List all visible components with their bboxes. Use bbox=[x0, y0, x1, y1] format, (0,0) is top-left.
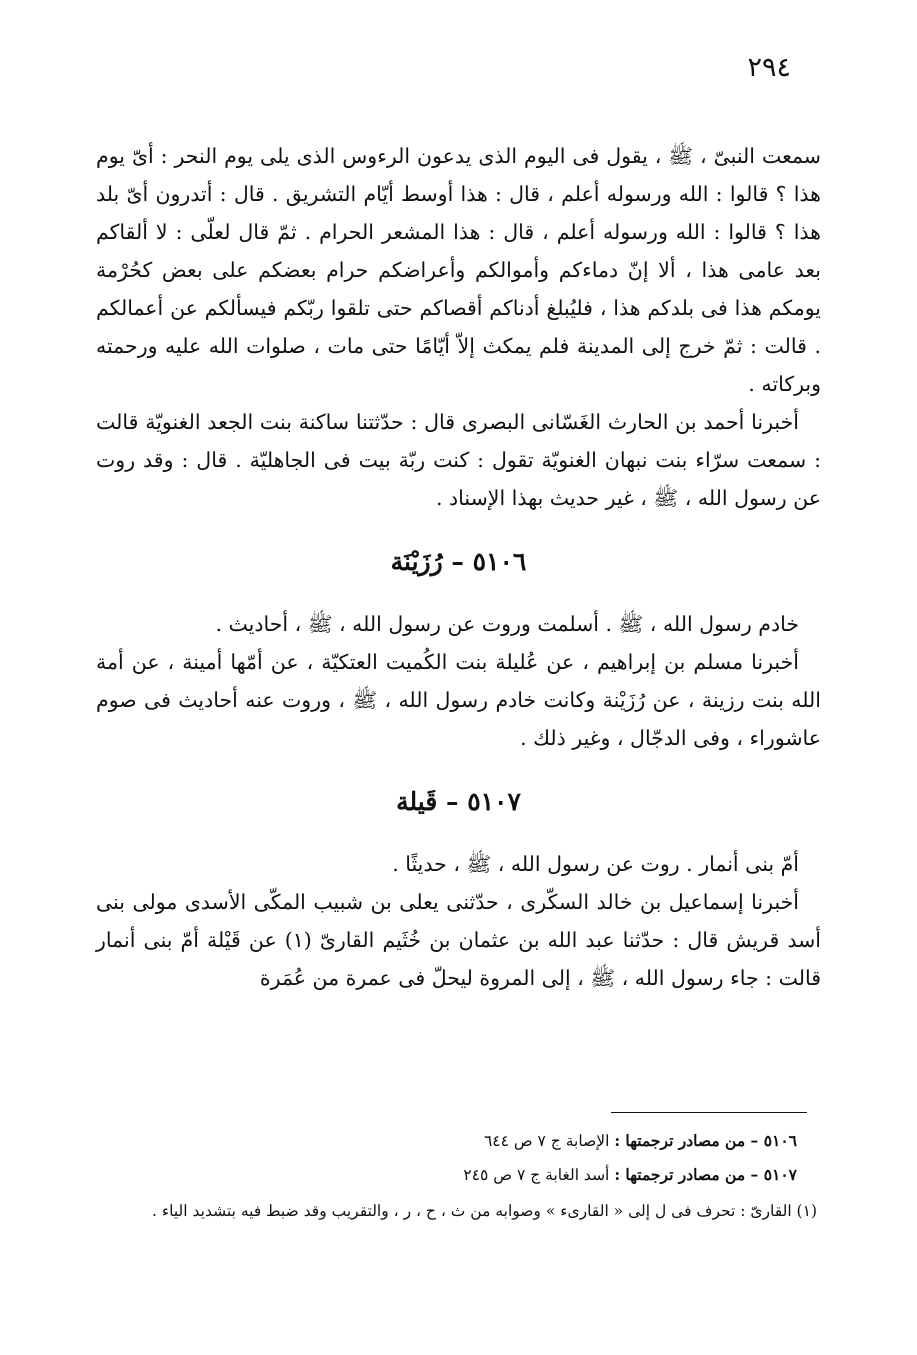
footnotes bbox=[100, 1124, 817, 1226]
footnote-source-text: الإصابة ج ٧ ص ٦٤٤ bbox=[483, 1132, 610, 1150]
paragraph: أخبرنا أحمد بن الحارث الغَسّانى البصرى قال : حدّثتنا ساكنة بنت الجعد الغنويّة قالت : سمعت سرّاء بنت نبهان الغنويّة تقول : كنت ربّة بيت فى الجاهليّة . قال : وقد روت عن رسول الله ، ﷺ ، غير حديث بهذا الإسناد . bbox=[96, 410, 821, 510]
paragraph: أخبرنا مسلم بن إبراهيم ، عن عُليلة بنت الكُميت العتكيّة ، عن أمّها أمينة ، عن أمة الله بنت رزينة ، عن رُزَيْنة وكانت خادم رسول الله ، ﷺ ، وروت عنه أحاديث فى صوم عاشوراء ، وفى الدجّال ، وغير ذلك . bbox=[96, 650, 821, 750]
paragraph: سمعت النبىّ ، ﷺ ، يقول فى اليوم الذى يدعون الرءوس الذى يلى يوم النحر : أىّ يوم هذا ؟ قالوا : الله ورسوله أعلم ، قال : هذا أوسط أيّام التشريق . قال : أتدرون أىّ بلد هذا ؟ قالوا : الله ورسوله أعلم ، قال : هذا المشعر الحرام . ثمّ قال لعلّى : لا ألقاكم بعد عامى هذا ، ألا إنّ دماءكم وأموالكم وأعراضكم حرام بعضكم على بعض كحُرْمة يومكم هذا فى بلدكم هذا ، فليُبلغ أدناكم أقصاكم حتى تلقوا ربّكم فيسألكم عن أعمالكم . قالت : ثمّ خرج إلى المدينة فلم يمكث إلاّ أيّامًا حتى مات ، صلوات الله عليه ورحمته وبركاته . bbox=[96, 144, 821, 396]
main-text bbox=[96, 137, 821, 997]
paragraph: أخبرنا إسماعيل بن خالد السكّرى ، حدّثنى يعلى بن شبيب المكّى الأسدى مولى بنى أسد قريش قال : حدّثنا عبد الله بن عثمان بن خُثَيم القارىّ (١) عن قَيْلة أمّ بنى أنمار قالت : جاء رسول الله ، ﷺ ، إلى المروة ليحلّ فى عمرة من عُمَرة bbox=[96, 890, 821, 990]
footnote-source-label: ٥١٠٧ – من مصادر ترجمتها : bbox=[614, 1165, 797, 1184]
paragraph: خادم رسول الله ، ﷺ . أسلمت وروت عن رسول الله ، ﷺ ، أحاديث . bbox=[215, 612, 799, 636]
footnote-divider bbox=[611, 1112, 807, 1113]
paragraph: أمّ بنى أنمار . روت عن رسول الله ، ﷺ ، حديثًا . bbox=[392, 852, 799, 876]
entry-heading-5106: ٥١٠٦ – رُزَيْنَة bbox=[390, 547, 527, 576]
footnote-source-5106 bbox=[100, 1124, 817, 1158]
footnote-note-1: (١) القارىّ : تحرف فى ل إلى « القارىء » وصوابه من ث ، ح ، ر ، والتقريب وقد ضبط فيه بتشديد الياء . bbox=[152, 1202, 817, 1220]
page-number: ٢٩٤ bbox=[747, 52, 791, 83]
footnote-source-5107 bbox=[100, 1158, 817, 1192]
footnote-source-text: أسد الغابة ج ٧ ص ٢٤٥ bbox=[463, 1166, 610, 1184]
footnote-source-label: ٥١٠٦ – من مصادر ترجمتها : bbox=[614, 1131, 797, 1150]
entry-heading-5107: ٥١٠٧ – قَيلة bbox=[396, 787, 521, 816]
